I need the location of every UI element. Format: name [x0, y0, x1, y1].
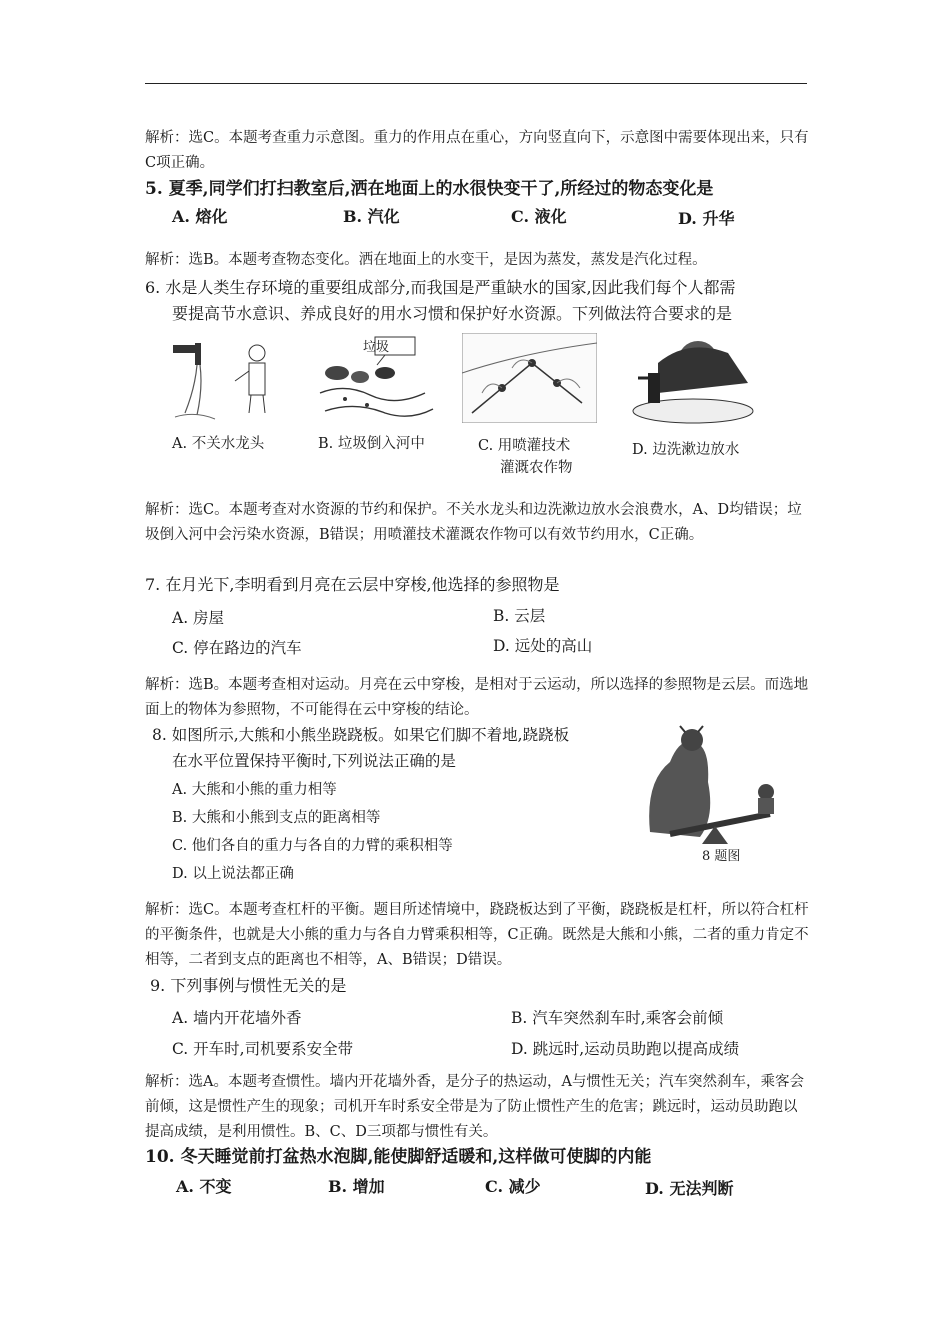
q8-option-b: B. 大熊和小熊到支点的距离相等: [172, 810, 381, 826]
q8-option-d: D. 以上说法都正确: [172, 866, 294, 882]
q9-option-a: A. 墙内开花墙外香: [172, 1009, 302, 1027]
answer-6: 解析：选C。本题考查对水资源的节约和保护。不关水龙头和边洗漱边放水会浪费水，A、D均错误；垃圾倒入河中会污染水资源，B错误；用喷灌技术灌溉农作物可以有效节约用水，C正确。: [145, 502, 802, 543]
q7-option-c: C. 停在路边的汽车: [172, 639, 302, 657]
answer-8: 解析：选C。本题考查杠杆的平衡。题目所述情境中，跷跷板达到了平衡，跷跷板是杠杆，所以符合杠杆的平衡条件，也就是大小熊的重力与各自力臂乘积相等，C正确。既然是大熊和小熊，二者的重力肯定不相等，二者到支点的距离也不相等，A、B错误；D错误。: [145, 902, 809, 968]
q5-option-a: A. 熔化: [172, 207, 228, 226]
answer-7: 解析：选B。本题考查相对运动。月亮在云中穿梭，是相对于云运动，所以选择的参照物是云层。而选地面上的物体为参照物，不可能得在云中穿梭的结论。: [145, 677, 809, 718]
q9-option-b: B. 汽车突然刹车时,乘客会前倾: [511, 1009, 724, 1027]
q8-option-a: A. 大熊和小熊的重力相等: [172, 782, 337, 798]
q10-option-a: A. 不变: [176, 1177, 232, 1196]
q7-option-a: A. 房屋: [172, 609, 225, 627]
answer-4: 解析：选C。本题考查重力示意图。重力的作用点在重心，方向竖直向下，示意图中需要体现出来，只有C项正确。: [145, 130, 809, 171]
question-5-stem: 5. 夏季,同学们打扫教室后,洒在地面上的水很快变干了,所经过的物态变化是: [145, 179, 714, 199]
sprinkler-irrigation-illustration: [462, 333, 597, 423]
question-9-stem: 9. 下列事例与惯性无关的是: [150, 976, 347, 995]
q6-option-c-line2: 灌溉农作物: [500, 460, 573, 476]
q5-option-c: C. 液化: [511, 207, 567, 226]
header-rule: [145, 83, 807, 84]
q10-option-b: B. 增加: [328, 1177, 385, 1196]
q6-option-c-line1: C. 用喷灌技术: [478, 438, 571, 454]
q5-option-b: B. 汽化: [343, 207, 400, 226]
q6-option-a: A. 不关水龙头: [172, 436, 265, 452]
q5-option-d: D. 升华: [678, 209, 735, 228]
question-7-stem: 7. 在月光下,李明看到月亮在云层中穿梭,他选择的参照物是: [145, 575, 560, 594]
q9-option-c: C. 开车时,司机要系安全带: [172, 1040, 354, 1058]
question-6-stem-line1: 6. 水是人类生存环境的重要组成部分,而我国是严重缺水的国家,因此我们每个人都需: [145, 278, 736, 297]
question-8-stem-line1: 8. 如图所示,大熊和小熊坐跷跷板。如果它们脚不着地,跷跷板: [152, 726, 570, 744]
q9-option-d: D. 跳远时,运动员助跑以提高成绩: [511, 1040, 740, 1058]
washing-with-water-running-illustration: [618, 333, 768, 425]
answer-5: 解析：选B。本题考查物态变化。洒在地面上的水变干，是因为蒸发，蒸发是汽化过程。: [145, 252, 707, 268]
q6-option-b: B. 垃圾倒入河中: [318, 436, 425, 452]
question-8-stem-line2: 在水平位置保持平衡时,下列说法正确的是: [172, 752, 456, 770]
q10-option-c: C. 减少: [485, 1177, 541, 1196]
q7-option-d: D. 远处的高山: [493, 637, 593, 655]
answer-9: 解析：选A。本题考查惯性。墙内开花墙外香，是分子的热运动，A与惯性无关；汽车突然刹车，乘客会前倾，这是惯性产生的现象；司机开车时系安全带是为了防止惯性产生的危害；跳远时，运动员助跑以提高成绩，是利用惯性。B、C、D三项都与惯性有关。: [145, 1074, 804, 1140]
figure-8-caption: 8 题图: [702, 849, 741, 864]
q8-option-c: C. 他们各自的重力与各自的力臂的乘积相等: [172, 838, 453, 854]
q6-option-d: D. 边洗漱边放水: [632, 442, 740, 458]
question-6-stem-line2: 要提高节水意识、养成良好的用水习惯和保护好水资源。下列做法符合要求的是: [172, 304, 733, 323]
bears-seesaw-illustration: [640, 722, 780, 847]
question-10-stem: 10. 冬天睡觉前打盆热水泡脚,能使脚舒适暖和,这样做可使脚的内能: [145, 1147, 652, 1167]
q10-option-d: D. 无法判断: [645, 1179, 734, 1198]
q7-option-b: B. 云层: [493, 607, 546, 625]
faucet-running-illustration: [165, 333, 275, 423]
garbage-sign-text: 垃圾: [363, 340, 390, 355]
